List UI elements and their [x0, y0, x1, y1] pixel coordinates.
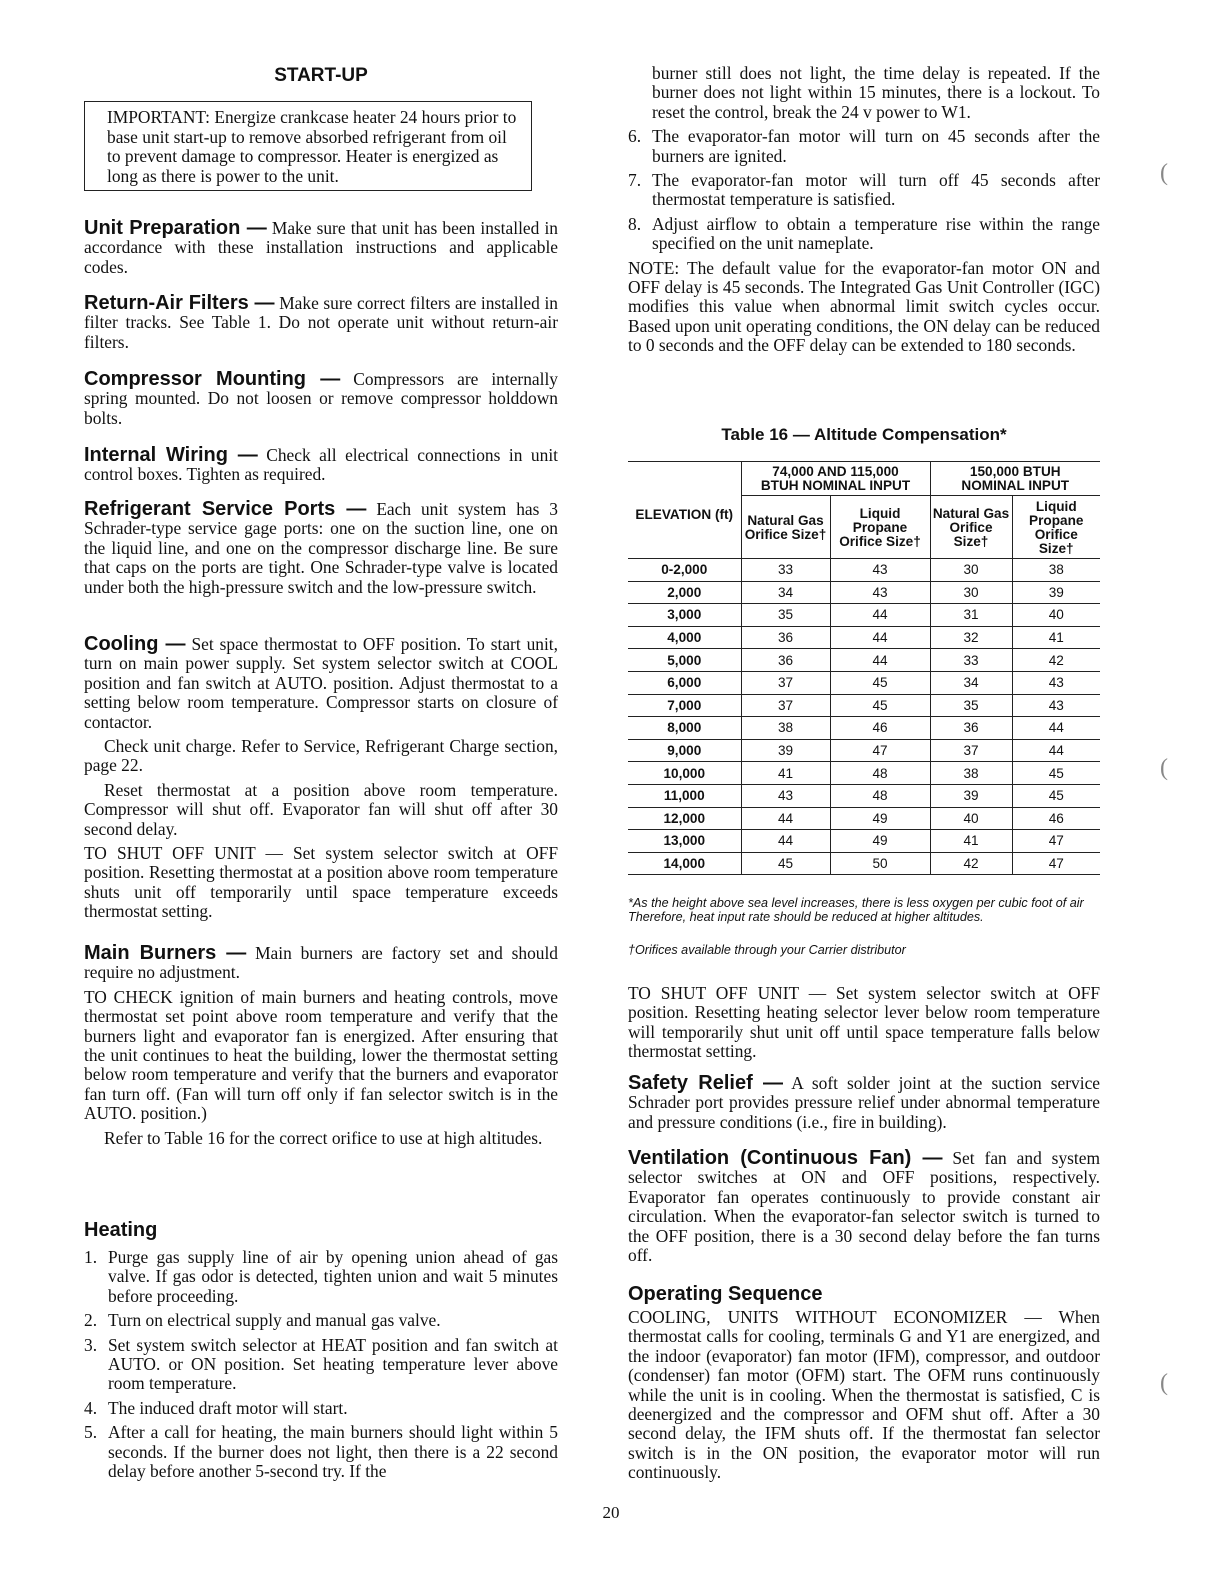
heating-steps-list: [84, 1248, 558, 1481]
table-row: 0-2,000 33 43 30 38: [628, 559, 1100, 582]
refrigerant-ports-section: [84, 500, 558, 597]
table-row: 6,000 37 45 34 43: [628, 671, 1100, 694]
main-burners-text: Main burners are factory set and should require no adjustment.: [84, 943, 559, 983]
heating-heading: Heating: [84, 1219, 158, 1241]
cooling-charge-text: Check unit charge. Refer to Service, Refrigerant Charge section, page 22.: [84, 736, 558, 776]
heating-step: 2. Turn on electrical supply and manual gas valve.: [84, 1310, 441, 1331]
page-title: START-UP: [274, 65, 368, 86]
binder-hole-mark: (: [1160, 1370, 1168, 1396]
table-row: 14,000 45 50 42 47: [628, 852, 1100, 875]
operating-sequence-heading: Operating Sequence: [628, 1283, 823, 1305]
heating-step5-continued: burner still does not light, the time delay is repeated. If the burner does not light within 15 minutes, there is a lockout. To reset the control, break the 24 v power to W1.: [652, 63, 1100, 122]
cooling-text: Set space thermostat to OFF position. To start unit, turn on main power supply. Set system selector switch at COOL position and fan switch at AUTO. position. Adjust thermostat to a setting below room temperature. Compressor starts on closure of contactor.: [84, 634, 558, 732]
ventilation-text: Set fan and system selector switches at ON and OFF positions, respectively. Evaporator fan operates continuously to provide constant air circulation. When the evaporator-fan selector switch is turned to the OFF position, there is a 30 second delay before the fan turns off.: [628, 1148, 1100, 1266]
refrigerant-ports-heading: Refrigerant Service Ports —: [84, 498, 367, 520]
heating-step: 4. The induced draft motor will start.: [84, 1397, 348, 1418]
important-notice-text: IMPORTANT: Energize crankcase heater 24 hours prior to base unit start-up to remove absorbed refrigerant from oil to prevent damage to compressor. Heater is energized as long as there is power to the unit.: [107, 107, 517, 186]
heating-step: 8. Adjust airflow to obtain a temperature rise within the range specified on the unit nameplate.: [628, 213, 1100, 254]
sub-header-liquid-propane: Liquid Propane Orifice Size†: [830, 496, 930, 559]
table-row: 11,000 43 48 39 45: [628, 784, 1100, 807]
heating-step: 1. Purge gas supply line of air by opening union ahead of gas valve. If gas odor is detected, tighten union and wait 5 minutes before proceeding.: [84, 1247, 558, 1306]
table-caption: Table 16 — Altitude Compensation*: [721, 425, 1007, 444]
table-row: 12,000 44 49 40 46: [628, 807, 1100, 830]
main-burners-table-ref: Refer to Table 16 for the correct orifice to use at high altitudes.: [104, 1127, 543, 1148]
refrigerant-ports-text: Each unit system has 3 Schrader-type service gage ports: one on the suction line, one on the liquid line, and one on the compressor discharge line. Be sure that caps on the ports are tight. One Schrader-type valve is located under both the high-pressure switch and the low-pressure switch.: [84, 499, 558, 597]
cooling-shutoff-text: TO SHUT OFF UNIT — Set system selector switch at OFF position. Resetting thermostat at a position above room temperature shuts unit off temporarily until space temperature exceeds thermostat setting.: [84, 843, 558, 922]
important-notice-box: [84, 101, 532, 191]
table-row: 7,000 37 45 35 43: [628, 694, 1100, 717]
compressor-mounting-heading: Compressor Mounting —: [84, 368, 341, 390]
group-header-74000: 74,000 AND 115,000 BTUH NOMINAL INPUT: [741, 462, 930, 496]
main-burners-heading: Main Burners —: [84, 942, 247, 964]
sub-header-liquid-propane: Liquid Propane Orifice Size†: [1012, 496, 1100, 559]
heating-note: NOTE: The default value for the evaporator-fan motor ON and OFF delay is 45 seconds. The Integrated Gas Unit Controller (IGC) modifies this value when abnormal limit switch cycles occur. Based upon unit operating conditions, the ON delay can be reduced to 0 seconds and the OFF delay can be extended to 180 seconds.: [628, 257, 1100, 356]
main-burners-section: [84, 944, 558, 1148]
elevation-header: ELEVATION (ft): [635, 507, 734, 522]
safety-relief-heading: Safety Relief —: [628, 1072, 784, 1094]
internal-wiring-heading: Internal Wiring —: [84, 444, 258, 466]
safety-relief-text: A soft solder joint at the suction service Schrader port provides pressure relief under abnormal temperature and pressure conditions (i.e., fire in building).: [628, 1073, 1101, 1132]
ventilation-heading: Ventilation (Continuous Fan) —: [628, 1147, 943, 1169]
binder-hole-mark: (: [1160, 755, 1168, 781]
altitude-compensation-table: [628, 461, 1100, 875]
operating-sequence-section: [628, 1283, 1100, 1483]
cooling-reset-text: Reset thermostat at a position above room temperature. Compressor will shut off. Evaporator fan will shut off after 30 second delay.: [84, 779, 558, 839]
table-row: 3,000 35 44 31 40: [628, 604, 1100, 627]
table-row: 10,000 41 48 38 45: [628, 762, 1100, 785]
heating-section: [84, 1219, 558, 1481]
unit-preparation-text: Make sure that unit has been installed in accordance with these installation instructions and applicable codes.: [84, 218, 558, 277]
main-burners-check-text: TO CHECK ignition of main burners and heating controls, move thermostat set point above room temperature and verify that the burners light and evaporator fan is energized. After ensuring that the unit continues to heat the building, lower the thermostat setting below room temperature and verify that the burners and evaporator fan turn off. (Fan will turn off only if fan selector switch is in the AUTO. position.): [84, 986, 558, 1124]
group-header-150000: 150,000 BTUH NOMINAL INPUT: [930, 462, 1100, 496]
compressor-mounting-text: Compressors are internally spring mounted. Do not loosen or remove compressor holddown bolts.: [84, 369, 558, 428]
cooling-section: [84, 635, 558, 922]
unit-preparation-section: [84, 219, 558, 277]
return-air-filters-section: [84, 294, 558, 352]
heating-step: 6. The evaporator-fan motor will turn on 45 seconds after the burners are ignited.: [628, 126, 1100, 166]
heating-step: 3. Set system switch selector at HEAT position and fan switch at AUTO. or ON position. Set heating temperature lever above room temperature.: [84, 1334, 558, 1394]
table-footnote-orifices: †Orifices available through your Carrier distributor: [628, 943, 906, 957]
table-row: 2,000 34 43 30 39: [628, 581, 1100, 604]
heating-step: 7. The evaporator-fan motor will turn off 45 seconds after thermostat temperature is satisfied.: [628, 170, 1100, 210]
safety-relief-section: [628, 1074, 1100, 1132]
heating-step: 5. After a call for heating, the main burners should light within 5 seconds. If the burner does not light, then there is a 22 second delay before another 5-second try. If the: [84, 1422, 558, 1482]
cooling-heading: Cooling —: [84, 633, 186, 655]
binder-hole-mark: (: [1160, 160, 1168, 186]
shutoff-unit-text: TO SHUT OFF UNIT — Set system selector switch at OFF position. Resetting heating selector lever below room temperature will temporarily shut unit off until space temperature falls below thermostat setting.: [628, 983, 1100, 1062]
table-row: 4,000 36 44 32 41: [628, 626, 1100, 649]
internal-wiring-section: [84, 446, 558, 485]
table-row: 13,000 44 49 41 47: [628, 830, 1100, 853]
return-air-filters-heading: Return-Air Filters —: [84, 292, 275, 314]
shutoff-unit-section: [628, 984, 1100, 1062]
operating-sequence-text: COOLING, UNITS WITHOUT ECONOMIZER — When thermostat calls for cooling, terminals G and Y1 are energized, and the indoor (evaporator) fan motor (IFM), compressor, and outdoor (condenser) fan motor (OFM) start. The OFM runs continuously while the unit is in cooling. When the thermostat is satisfied, C is deenergized and the compressor and OFM shut off. After a 30 second delay, the IFM shuts off. If the thermostat fan selector switch is in the ON position, the evaporator motor will run continuously.: [628, 1307, 1100, 1483]
unit-preparation-heading: Unit Preparation —: [84, 217, 267, 239]
internal-wiring-text: Check all electrical connections in unit control boxes. Tighten as required.: [84, 445, 558, 485]
ventilation-section: [628, 1149, 1100, 1265]
table-row: 5,000 36 44 33 42: [628, 649, 1100, 672]
compressor-mounting-section: [84, 370, 558, 428]
return-air-filters-text: Make sure correct filters are installed in filter tracks. See Table 1. Do not operate unit without return-air filters.: [84, 293, 558, 352]
table-footnote-altitude: *As the height above sea level increases, there is less oxygen per cubic foot of air Therefore, heat input rate should be reduced at higher altitudes.: [628, 896, 1084, 924]
table-row: 8,000 38 46 36 44: [628, 717, 1100, 740]
heating-continued: [628, 64, 1100, 356]
sub-header-natural-gas: Natural Gas Orifice Size†: [741, 496, 830, 559]
table-row: 9,000 39 47 37 44: [628, 739, 1100, 762]
sub-header-natural-gas: Natural Gas Orifice Size†: [930, 496, 1012, 559]
page-number: 20: [602, 1503, 620, 1522]
